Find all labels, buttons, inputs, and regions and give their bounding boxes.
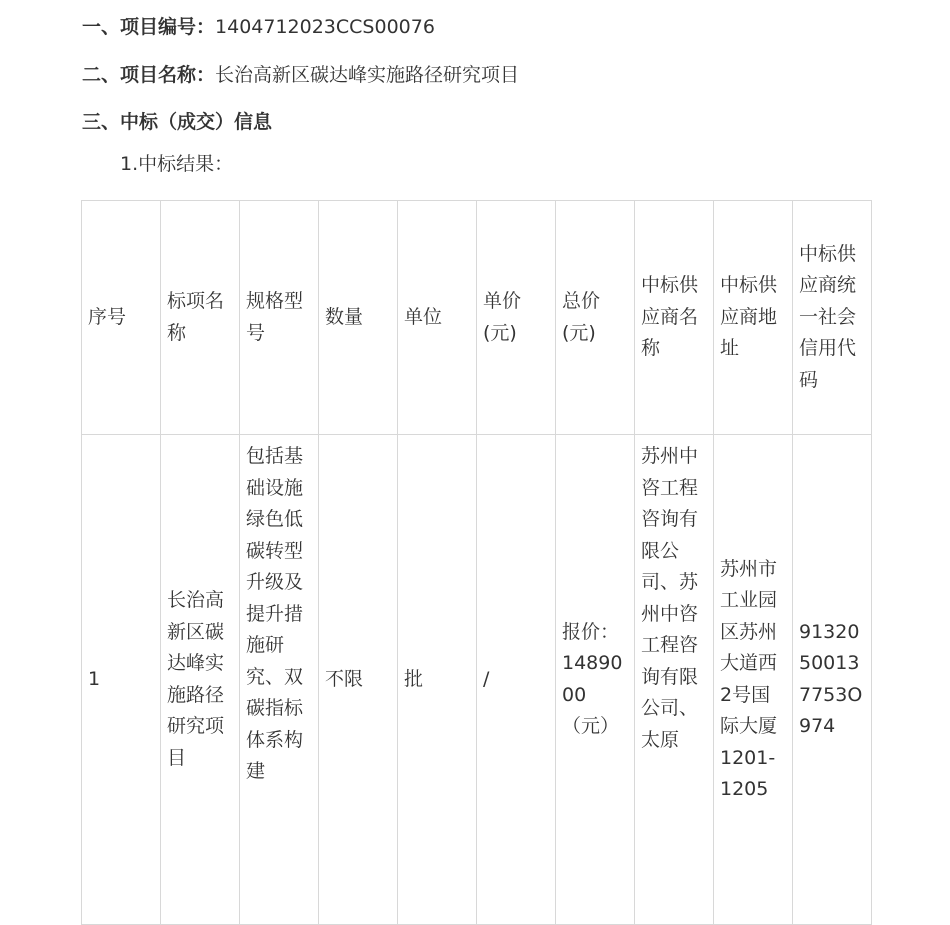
header-supplier-address: 中标供应商地址 bbox=[714, 201, 793, 435]
project-number-line bbox=[82, 14, 435, 40]
header-supplier-name: 中标供应商名称 bbox=[635, 201, 714, 435]
cell-supplier-address: 苏州市工业园区苏州大道西2号国际大厦1201-1205 bbox=[714, 435, 793, 925]
table-header-row bbox=[82, 201, 872, 435]
award-info-label: 三、中标（成交）信息 bbox=[82, 111, 273, 133]
cell-unit-price: / bbox=[477, 435, 556, 925]
header-spec: 规格型号 bbox=[240, 201, 319, 435]
award-info-heading bbox=[82, 109, 272, 135]
project-name-label: 二、项目名称： bbox=[82, 64, 216, 86]
table-row bbox=[82, 435, 872, 925]
project-number-label: 一、项目编号： bbox=[82, 16, 216, 38]
award-result-label: 1.中标结果： bbox=[120, 153, 234, 175]
header-item-name: 标项名称 bbox=[161, 201, 240, 435]
project-name-value: 长治高新区碳达峰实施路径研究项目 bbox=[215, 64, 520, 86]
cell-spec: 包括基础设施绿色低碳转型升级及提升措施研究、双碳指标体系构建 bbox=[240, 435, 319, 925]
cell-seq: 1 bbox=[82, 435, 161, 925]
project-number-value: 1404712023CCS00076 bbox=[215, 16, 435, 38]
header-seq: 序号 bbox=[82, 201, 161, 435]
header-quantity: 数量 bbox=[319, 201, 398, 435]
cell-item-name: 长治高新区碳达峰实施路径研究项目 bbox=[161, 435, 240, 925]
cell-credit-code: 91320500137753O974 bbox=[793, 435, 872, 925]
cell-quantity: 不限 bbox=[319, 435, 398, 925]
header-unit-price: 单价(元) bbox=[477, 201, 556, 435]
award-result-table bbox=[81, 200, 872, 925]
cell-supplier-name: 苏州中咨工程咨询有限公司、苏州中咨工程咨询有限公司、太原 bbox=[635, 435, 714, 925]
header-credit-code: 中标供应商统一社会信用代码 bbox=[793, 201, 872, 435]
cell-total-price: 报价：1489000（元） bbox=[556, 435, 635, 925]
cell-unit: 批 bbox=[398, 435, 477, 925]
header-unit: 单位 bbox=[398, 201, 477, 435]
header-total-price: 总价(元) bbox=[556, 201, 635, 435]
project-name-line bbox=[82, 62, 519, 88]
